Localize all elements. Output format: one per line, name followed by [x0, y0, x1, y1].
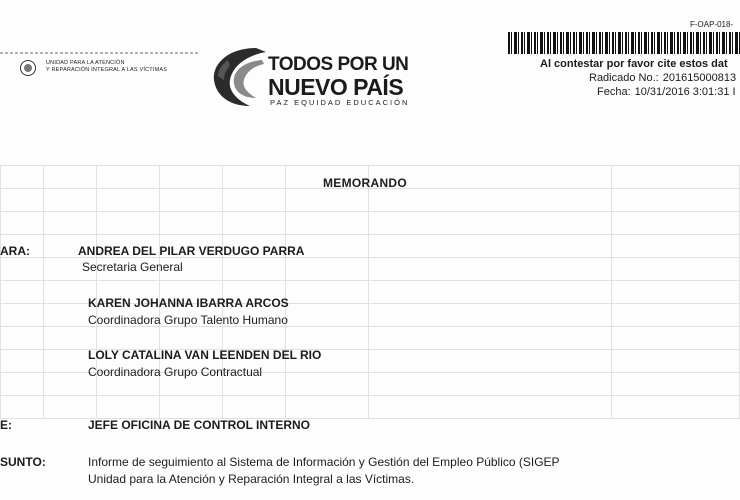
header-rule: [0, 48, 200, 58]
radicado-line: [589, 72, 736, 84]
recipient-name-2: KAREN JOHANNA IBARRA ARCOS: [88, 296, 289, 310]
unit-logo-line1: UNIDAD PARA LA ATENCIÓN: [46, 60, 125, 66]
de-value: JEFE OFICINA DE CONTROL INTERNO: [88, 418, 311, 432]
radicado-value: 201615000813: [662, 72, 737, 84]
fecha-label: Fecha:: [597, 86, 631, 98]
recipient-role-3: Coordinadora Grupo Contractual: [88, 365, 263, 379]
flag-swoosh-icon: [206, 40, 268, 112]
memo-title: MEMORANDO: [323, 176, 408, 190]
slogan-line2: NUEVO PAÍS: [268, 74, 404, 100]
barcode: [508, 32, 740, 54]
fecha-line: [597, 86, 736, 98]
asunto-line2: Unidad para la Atención y Reparación Integral a las Víctimas.: [88, 472, 415, 486]
recipient-role-1: Secretaria General: [82, 260, 183, 274]
recipient-role-2: Coordinadora Grupo Talento Humano: [88, 313, 288, 327]
radicado-label: Radicado No.:: [589, 72, 659, 84]
recipient-name-3: LOLY CATALINA VAN LEENDEN DEL RIO: [88, 348, 322, 362]
coat-of-arms-icon: [20, 60, 36, 76]
asunto-label: SUNTO:: [0, 455, 46, 469]
fecha-value: 10/31/2016 3:01:31 I: [634, 86, 736, 98]
unit-logo-line2: Y REPARACIÓN INTEGRAL A LAS VÍCTIMAS: [46, 67, 168, 73]
de-label: E:: [0, 418, 12, 432]
unit-logo: [46, 60, 167, 74]
cite-notice: Al contestar por favor cite estos dat: [540, 58, 728, 70]
slogan-line3: PAZ EQUIDAD EDUCACIÓN: [270, 98, 410, 107]
slogan-line1: TODOS POR UN: [268, 54, 409, 75]
para-label: ARA:: [0, 244, 30, 258]
document-code: F-OAP-018-: [690, 20, 734, 29]
asunto-line1: Informe de seguimiento al Sistema de Información y Gestión del Empleo Público (SIGEP: [88, 455, 560, 469]
recipient-name-1: ANDREA DEL PILAR VERDUGO PARRA: [78, 244, 305, 258]
